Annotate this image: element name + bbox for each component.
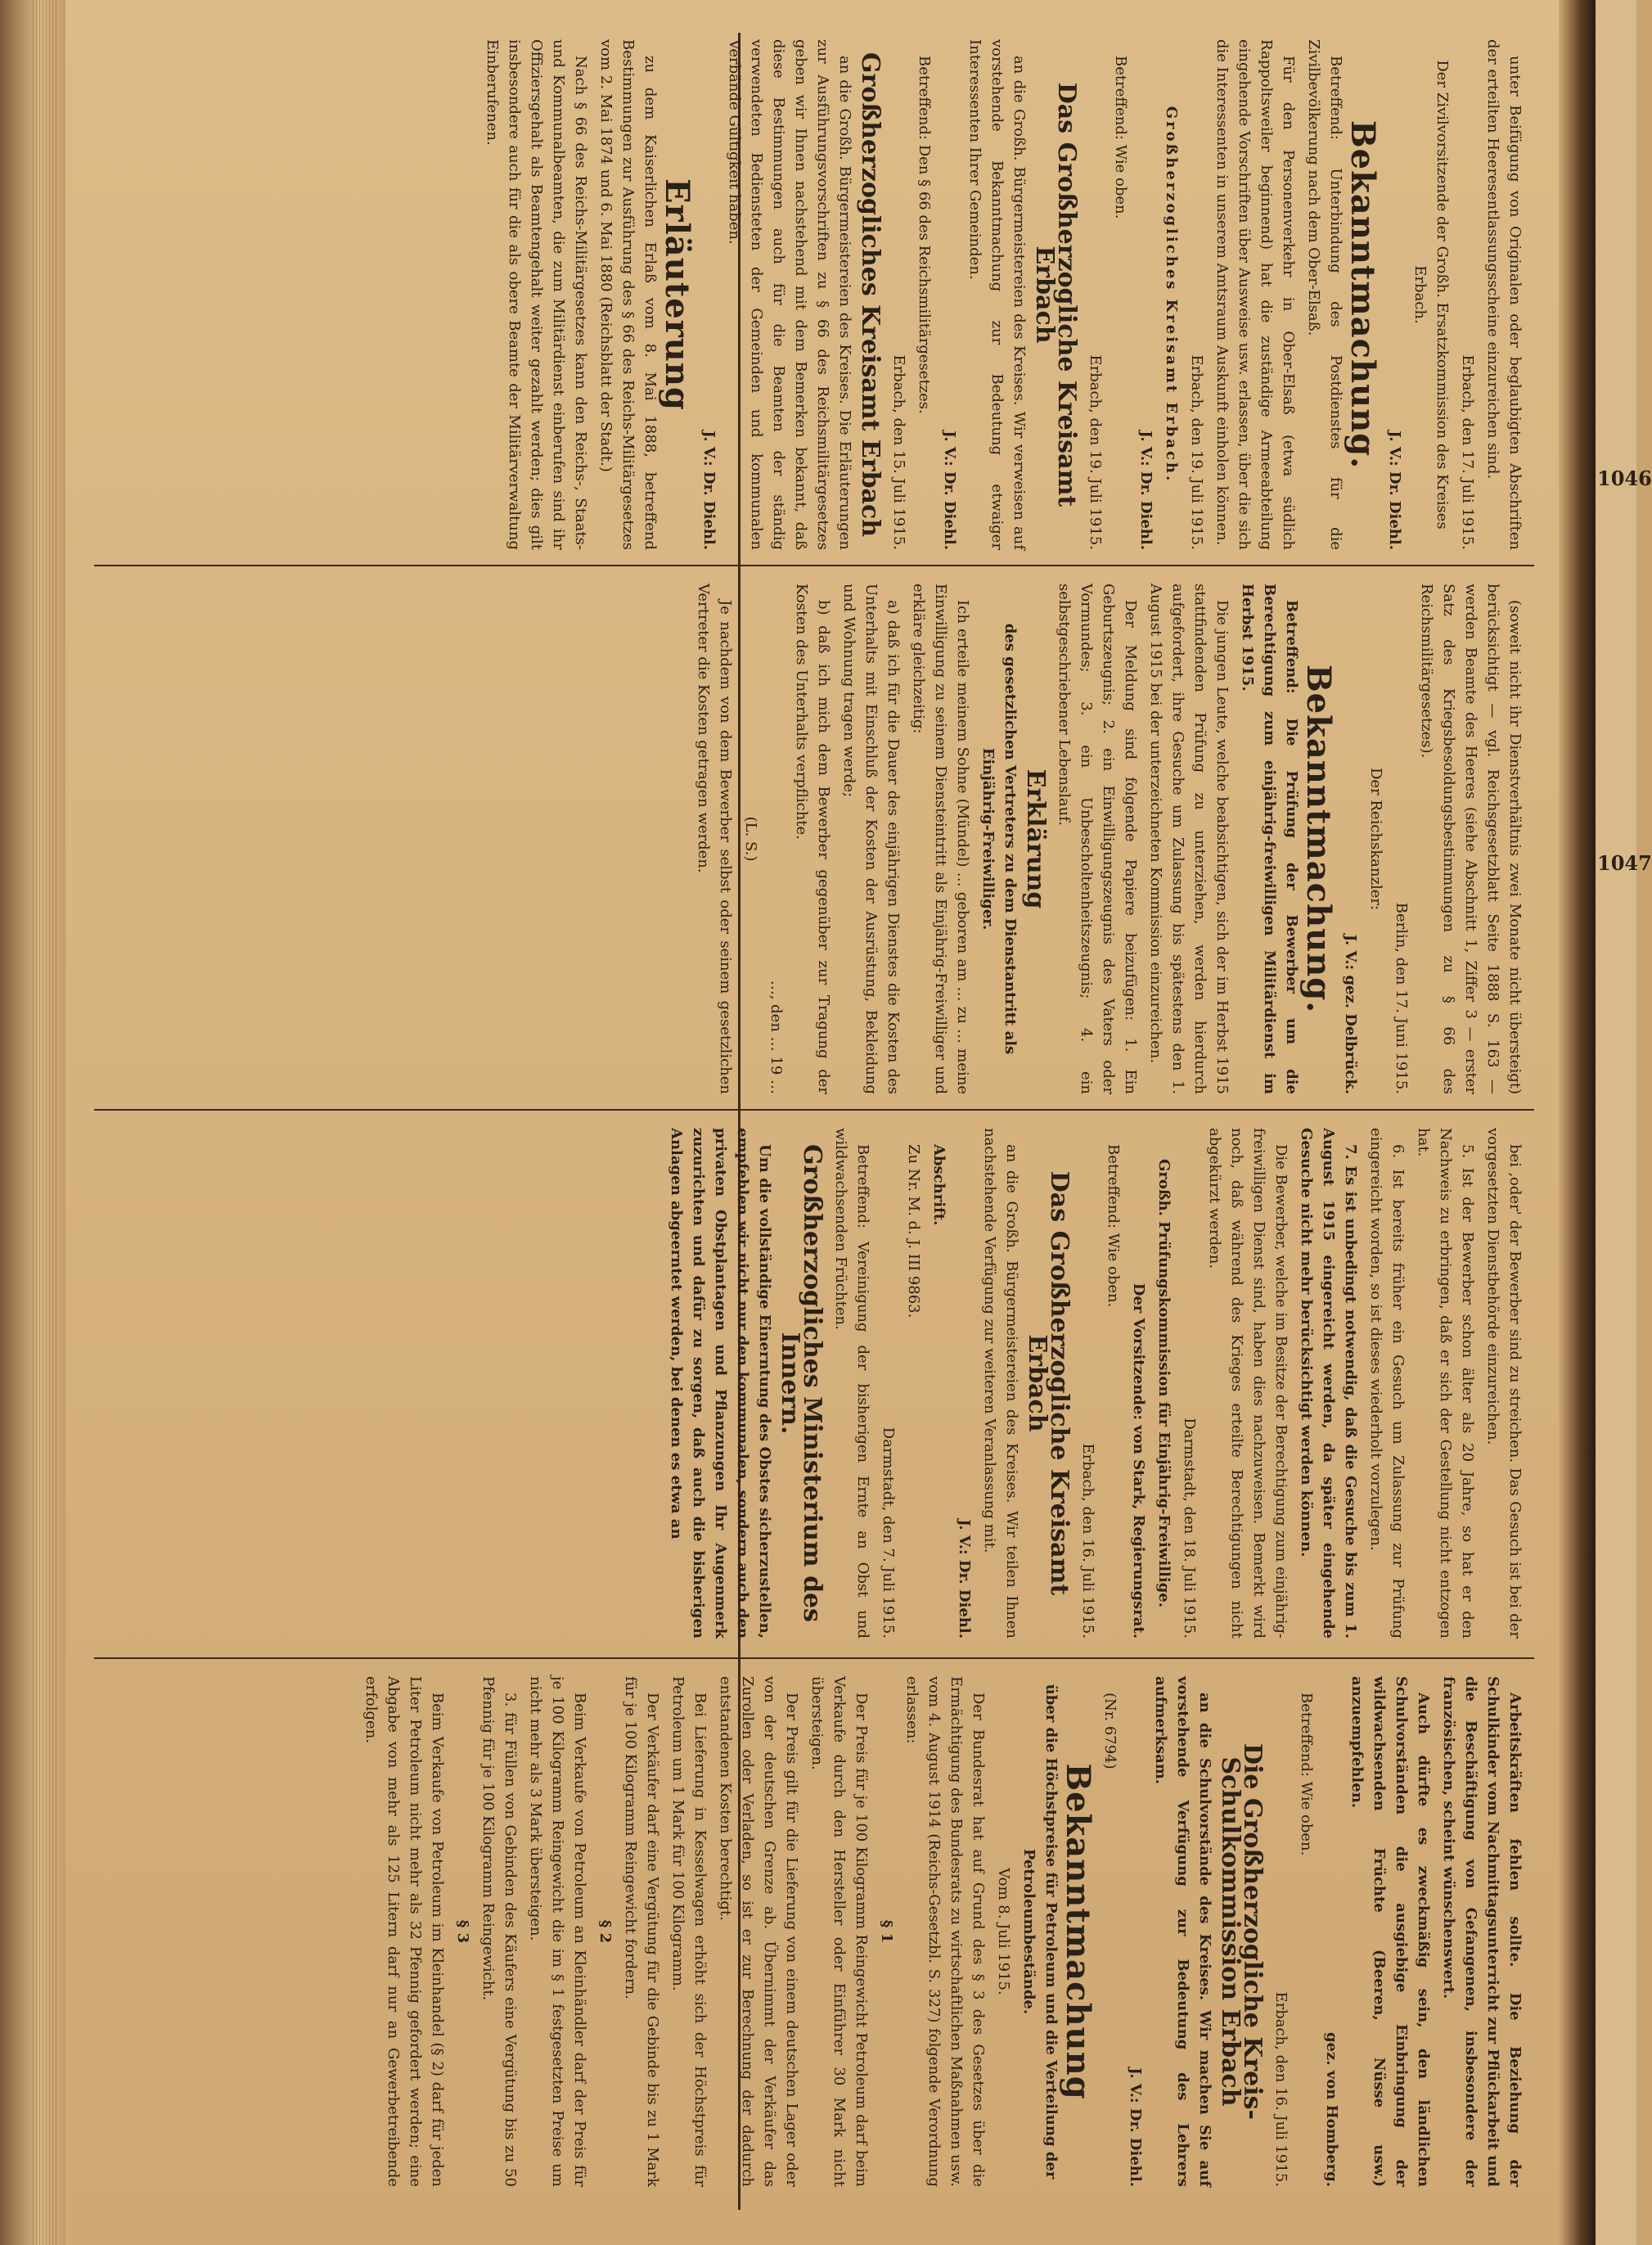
authority: Der Reichskanzler: bbox=[1367, 767, 1384, 911]
text: Arbeitskräften fehlen sollte. Die Beziehung der Schulkinder vom Nachmittagsunterricht zur Pflückarbeit und die Beschäftigung von Gefangenen, insbesondere der französischen, scheint wünschenswert. bbox=[1440, 1676, 1524, 2187]
subject: Betreffend: Die Prüfung der Bewerber um die Berechtigung zum einjährig-freiwilligen Militärdienst im Herbst 1915. bbox=[1239, 584, 1300, 1094]
heading: Großherzogliches Ministerium des Innern. bbox=[776, 1143, 826, 1623]
text: Um die vollständige Einerntung des Obstes sicherzustellen, empfehlen wir nicht nur den kommunalen, sondern auch den privaten Obstplantagen und Pflanzungen Ihr Augenmerk zuzurichten und dafür zu sorgen, daß auch die bisherigen Anlagen abgeerntet werden, bei denen es etwa an bbox=[668, 1128, 773, 1639]
subject: Betreffend: Den § 66 des Reichsmilitärgesetzes. bbox=[916, 56, 933, 414]
text: Beim Verkaufe von Petroleum an Kleinhändler darf der Preis für je 100 Kilogramm Reingewicht die im § 1 festgesetzten Preise um nicht mehr als 3 Mark übersteigen. bbox=[527, 1676, 588, 2187]
date: Erbach, den 16. Juli 1915. bbox=[1079, 1443, 1096, 1639]
text: Für den Personenverkehr in Ober-Elsaß (etwa südlich Rappoltsweiler beginnend) hat die zuständige Armeeabteilung eingehende Vorschriften über Ausweise usw. erlassen, über die sich die Interessenten in unserem Amtsraum Auskunft einholen können. bbox=[1213, 39, 1297, 550]
heading: Bekanntmachung. bbox=[1299, 664, 1338, 1014]
column-4 bbox=[86, 1670, 1526, 2193]
heading: Erläuterung bbox=[658, 178, 696, 411]
text: 5. Ist der Bewerber schon älter als 20 Jahre, so hat er den Nachweis zu erbringen, daß er sich der Gestellung nicht entzogen hat. bbox=[1415, 1128, 1476, 1639]
text: b) daß ich mich dem Bewerber gegenüber zur Tragung der Kosten des Unterhalts verpflichte. bbox=[793, 584, 832, 1094]
heading: Das Großherzogliche Kreisamt Erbach bbox=[1030, 82, 1081, 507]
signature: J. V.: Dr. Diehl. bbox=[1127, 2067, 1144, 2187]
text: Der Meldung sind folgende Papiere beizufügen: 1. Ein Geburtszeugnis; 2. ein Einwilligungszeugnis des Vaters oder Vormundes; 3. ein Unbescholtenheitszeugnis; 4. ein selbstgeschriebener Lebenslauf. bbox=[1056, 584, 1139, 1094]
edge-number: 1047 bbox=[1597, 851, 1652, 875]
signature: J. V.: gez. Delbrück. bbox=[1342, 934, 1359, 1094]
heading: Großherzogliches Kreisamt Erbach bbox=[856, 52, 885, 538]
text: 7. Es ist unbedingt notwendig, daß die Gesuche bis zum 1. August 1915 eingereicht werden, da später eingehende Gesuche nicht mehr berücksichtigt werden können. bbox=[1298, 1128, 1359, 1639]
column-2 bbox=[86, 577, 1526, 1101]
authority: Großh. Prüfungskommission für Einjährig-Freiwillige. bbox=[1155, 1158, 1173, 1608]
text: 6. Ist bereits früher ein Gesuch um Zulassung zur Prüfung eingereicht worden, so ist dieses wiederholt vorzulegen. bbox=[1367, 1128, 1407, 1639]
heading: Das Großherzogliche Kreisamt Erbach bbox=[1023, 1170, 1074, 1596]
subject: Betreffend: Vereinigung der bisherigen Ernte an Obst und wildwachsenden Früchten. bbox=[832, 1128, 871, 1639]
text: an die Großh. Bürgermeistereien des Kreises. Die Erläuterungen zur Ausführungsvorschriften zu § 66 des Reichsmilitärgesetzes geben wir Ihnen nachstehend mit dem Bemerken bekannt, daß diese Bestimmungen auch für die Beamten der ständig verwendeten Bediensteten der Gemeinden und kommunalen Verbände Gültigkeit haben. bbox=[726, 39, 853, 550]
signature: J. V.: Dr. Diehl. bbox=[956, 1519, 973, 1639]
seal: (L. S.) bbox=[742, 816, 759, 862]
newspaper-page bbox=[65, 0, 1559, 2245]
text: Je nachdem von dem Bewerber selbst oder seinem gesetzlichen Vertreter die Kosten getragen werden. bbox=[695, 584, 734, 1094]
column-rule-3 bbox=[94, 1657, 1534, 1659]
subject: Betreffend: Wie oben. bbox=[1105, 1144, 1122, 1308]
text: (soweit nicht ihr Dienstverhältnis zwei Monate nicht übersteigt) berücksichtigt — vgl. Reichsgesetzblatt Seite 1888 S. 163 — werden Beamte des Heeres (siehe Abschnitt 1, Ziffer 3 — erster Satz des Kriegsbesoldungsbestimmungen zu § 66 des Reichsmilitärgesetzes). bbox=[1418, 584, 1524, 1094]
text: Der Bundesrat hat auf Grund des § 3 des Gesetzes über die Ermächtigung des Bundesrats zu wirtschaftlichen Maßnahmen usw. vom 4. August 1914 (Reichs-Gesetzbl. S. 327) folgende Verordnung erlassen: bbox=[903, 1676, 987, 2187]
date: Darmstadt, den 7. Juli 1915. bbox=[880, 1427, 897, 1639]
text: bei ‚oder' der Bewerber sind zu streichen. Das Gesuch ist bei der vorgesetzten Dienstbehörde einzureichen. bbox=[1484, 1128, 1524, 1639]
signature: J. V.: Dr. Diehl. bbox=[1137, 431, 1155, 550]
paragraph-mark: § 2 bbox=[596, 1919, 614, 1944]
text: Der Verkäufer darf eine Vergütung für die Gebinde bis zu 1 Mark für je 100 Kilogramm Reingewicht fordern. bbox=[622, 1676, 661, 2187]
subject: Betreffend: Wie oben. bbox=[1298, 1693, 1315, 1856]
subject: Betreffend: Wie oben. bbox=[1112, 56, 1129, 219]
text: an die Großh. Bürgermeistereien des Kreises. Wir teilen Ihnen nachstehende Verfügung zur weiteren Veranlassung mit. bbox=[981, 1128, 1020, 1639]
column-rule-2 bbox=[94, 1109, 1534, 1111]
text: an die Schulvorstände des Kreises. Wir machen Sie auf vorstehende Verfügung zur Bedeutung des Lehrers aufmerksam. bbox=[1152, 1676, 1213, 2187]
text: zu dem Kaiserlichen Erlaß vom 8. Mai 1888, betreffend Bestimmungen zur Ausführung des § 66 des Reichs-Militärgesetzes vom 2. Mai 1874 und 6. Mai 1880 (Reichsblatt der Stadt.) bbox=[597, 39, 659, 550]
text: 3. für Füllen von Gebinden des Käufers eine Vergütung bis zu 50 Pfennig für je 100 Kilogramm Reingewicht. bbox=[479, 1676, 519, 2187]
date: Erbach, den 19. Juli 1915. bbox=[1087, 354, 1104, 550]
text: Der Preis für je 100 Kilogramm Reingewicht Petroleum darf beim Verkaufe durch den Hersteller oder Einführer 30 Mark nicht übersteigen. bbox=[808, 1676, 870, 2187]
date: Berlin, den 17. Juni 1915. bbox=[1393, 902, 1410, 1094]
column-1 bbox=[86, 33, 1526, 557]
edge-number: 1046 bbox=[1597, 467, 1652, 490]
signature: J. V.: Dr. Diehl. bbox=[700, 431, 718, 550]
place-date: …, den … 19 … bbox=[767, 980, 785, 1094]
heading: Bekanntmachung. bbox=[1344, 119, 1382, 470]
text: Nach § 66 des Reichs-Militärgesetzes kann den Reichs-, Staats- und Kommunalbeamten, die zum Militärdienst einberufen sind ihr Offiziersgehalt als Beamtengehalt weiter gezahlt werden; dies gilt insbesondere auch für die als obere Beamte der Militärverwaltung Einberufenen. bbox=[484, 39, 589, 550]
heading: Erklärung bbox=[1021, 769, 1050, 909]
subject: Betreffend: Unterbindung des Postdienstes für die Zivilbevölkerung nach dem Ober-Elsaß. bbox=[1305, 39, 1344, 550]
text: Beim Verkaufe von Petroleum im Kleinhandel (§ 2) darf für jeden Liter Petroleum nicht mehr als 32 Pfennig gefordert werden; eine Abgabe von mehr als 125 Litern darf nur an Gewerbetreibende erfolgen. bbox=[362, 1676, 446, 2187]
text: unter Beifügung von Originalen oder beglaubigten Abschriften der erteilten Heeresentlassungsscheine einzureichen sind. bbox=[1484, 39, 1524, 550]
rotated-content bbox=[65, 0, 1559, 2245]
paragraph-mark: § 1 bbox=[878, 1919, 895, 1944]
text: Die jungen Leute, welche beabsichtigen, sich der im Herbst 1915 stattfindenden Prüfung zu unterziehen, werden hierdurch aufgefordert, ihre Gesuche um Zulassung bis spätestens den 1. August 1915 bei der unterzeichneten Kommission einzureichen. bbox=[1147, 584, 1231, 1094]
authority: Der Zivilvorsitzende der Großh. Ersatzkommission des Kreises Erbach. bbox=[1411, 60, 1451, 530]
date: Darmstadt, den 18. Juli 1915. bbox=[1181, 1418, 1198, 1639]
reference: (Nr. 6794) bbox=[1101, 1693, 1119, 1769]
heading: Die Großherzogliche Kreis-Schulkommission Erbach bbox=[1216, 1742, 1267, 2120]
book-edge bbox=[0, 0, 65, 2245]
signature: J. V.: Dr. Diehl. bbox=[941, 431, 958, 550]
column-rule-1 bbox=[94, 565, 1534, 566]
signature: gez. von Homberg. bbox=[1323, 2031, 1340, 2187]
date: Erbach, den 16. Juli 1915. bbox=[1272, 1991, 1290, 2187]
date: Erbach, den 17. Juli 1915. bbox=[1459, 354, 1476, 550]
date: Erbach, den 19. Juli 1915. bbox=[1188, 354, 1205, 550]
heading: Bekanntmachung bbox=[1059, 1763, 1097, 2100]
text: über die Höchstpreise für Petroleum und die Verteilung der Petroleumbestände. bbox=[1020, 1684, 1060, 2180]
text: des gesetzlichen Vertreters zu dem Dienstantritt als Einjährig-Freiwilliger. bbox=[979, 623, 1019, 1055]
text: a) daß ich für die Dauer des einjährigen Dienstes die Kosten des Unterhalts mit Einschluß der Kosten der Ausrüstung, Bekleidung und Wohnung tragen werde; bbox=[840, 584, 902, 1094]
text: Der Preis gilt für die Lieferung von einem deutschen Lager oder von der deutschen Grenze ab. Übernimmt der Verkäufer das Zurollen oder Verladen, so ist er zur Berechnung der dadurch entstandenen Kosten berechtigt. bbox=[717, 1676, 800, 2187]
text: Auch dürfte es zweckmäßig sein, den ländlichen Schulvorständen die ausgiebige Einbringung der wildwachsenden Früchte (Beeren, Nüsse usw.) anzuempfehlen. bbox=[1348, 1676, 1432, 2187]
adjacent-page-edge bbox=[1596, 0, 1652, 2245]
authority: Großherzogliches Kreisamt Erbach. bbox=[1163, 106, 1180, 484]
book-gutter bbox=[1559, 0, 1596, 2245]
date: Vom 8. Juli 1915. bbox=[995, 1868, 1012, 1995]
reference: Zu Nr. M. d. J. III 9863. bbox=[905, 1144, 922, 1319]
heading: Abschrift. bbox=[930, 1144, 948, 1226]
text: an die Großh. Bürgermeistereien des Kreises. Wir verweisen auf vorstehende Bekanntmachung zur Bedeutung etwaiger Interessenten Ihrer Gemeinden. bbox=[966, 39, 1028, 550]
text: Die Bewerber, welche im Besitze der Berechtigung zum einjährig-freiwilligen Dienst sind, haben dies nachzuweisen. Bemerkt wird noch, daß während des Krieges erteilte Berechtigungen nicht abgekürzt werden. bbox=[1206, 1128, 1290, 1639]
signature: Der Vorsitzende: von Stark, Regierungsrat. bbox=[1130, 1283, 1147, 1639]
date: Erbach, den 15. Juli 1915. bbox=[890, 354, 907, 550]
signature: J. V.: Dr. Diehl. bbox=[1386, 431, 1403, 550]
text: Bei Lieferung in Kesselwagen erhöht sich der Höchstpreis für Petroleum um 1 Mark für 100 Kilogramm. bbox=[669, 1676, 709, 2187]
column-3 bbox=[86, 1121, 1526, 1645]
text: Ich erteile meinem Sohne (Mündel) … geboren am … zu … meine Einwilligung zu seinem Diensteintritt als Einjährig-Freiwilliger und erkläre gleichzeitig: bbox=[910, 584, 971, 1094]
paragraph-mark: § 3 bbox=[454, 1919, 471, 1944]
